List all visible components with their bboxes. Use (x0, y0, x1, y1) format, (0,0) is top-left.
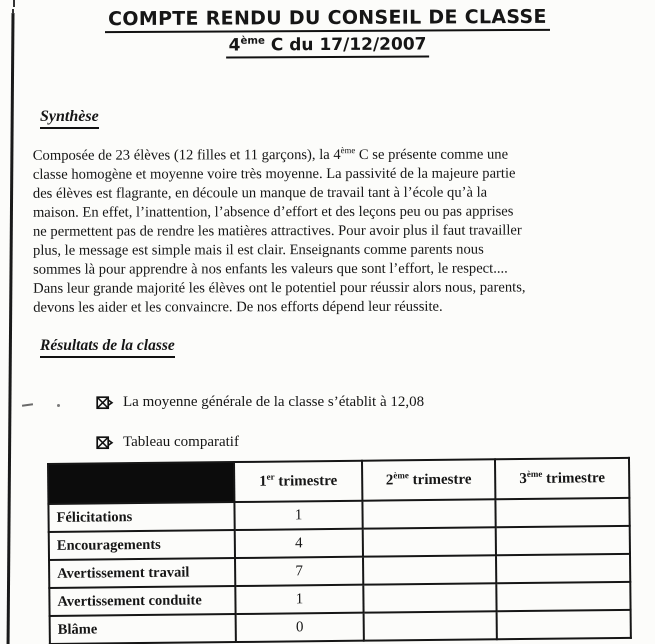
checked-box-icon (96, 436, 114, 450)
column-header-t3: 3ème trimestre (495, 458, 629, 499)
paragraph-line: maison. En effet, l’inattention, l’absence d’effort et des leçons peu ou pas apprises (32, 203, 514, 221)
paragraph-line: des élèves est flagrante, en découle un manque de travail tant à l’école qu’à la (32, 184, 488, 202)
row-label: Encouragements (49, 530, 235, 560)
resultats-heading: Résultats de la classe (40, 337, 175, 358)
paragraph-line: ne permettent pas de rendre les matières attractives. Pour avoir plus il faut travailler (32, 222, 522, 240)
cell-value (497, 610, 631, 639)
column-header-t1: 1er trimestre (234, 461, 362, 502)
cell-value (364, 611, 497, 640)
cell-value (362, 499, 495, 528)
subtitle-ordinal-suffix: ème (240, 35, 265, 47)
ordinal-suffix: ème (340, 145, 356, 156)
ordinal-suffix: ème (393, 469, 409, 480)
paragraph-line: plus, le message est simple mais il est clair. Enseignants comme parents nous (33, 241, 484, 259)
table-corner-cell (48, 462, 234, 504)
cell-value: 1 (235, 585, 363, 614)
bullet-item-tableau (96, 434, 239, 451)
cell-value (363, 527, 496, 556)
row-label: Avertissement conduite (49, 586, 235, 616)
paragraph-line: sommes là pour apprendre à nos enfants les valeurs que sont l’effort, le respect.... (33, 260, 508, 278)
document-header (0, 5, 655, 59)
paragraph-line: classe homogène et moyenne voire très moyenne. La passivité de la majeure partie (32, 165, 516, 183)
paragraph-line: devons les aider et les convaincre. De nos efforts dépend leur réussite. (33, 298, 443, 316)
row-label: Avertissement travail (49, 558, 235, 588)
bullet-text: Tableau comparatif (123, 434, 239, 450)
table-row (50, 610, 631, 644)
paragraph-line: Composée de 23 élèves (12 filles et 11 garçons), la 4ème C se présente comme une (32, 145, 509, 164)
cell-value (496, 554, 630, 583)
ordinal-suffix: er (266, 471, 275, 482)
row-label: Blâme (50, 614, 236, 644)
subtitle-date: C du 17/12/2007 (264, 34, 427, 56)
cell-value: 4 (235, 529, 363, 558)
cell-value (363, 583, 496, 612)
synthese-paragraph (33, 145, 638, 318)
paragraph-line: Dans leur grande majorité les élèves ont le potentiel pour réussir alors nous, parents, (33, 279, 526, 297)
bullet-text: La moyenne générale de la classe s’établit à 12,08 (123, 394, 425, 410)
cell-value: 0 (236, 613, 364, 642)
cell-value: 7 (235, 557, 363, 586)
cell-value (363, 555, 496, 584)
table-header-row (48, 458, 629, 504)
cell-value (496, 526, 630, 555)
comparison-table (47, 457, 632, 644)
cell-value: 1 (234, 501, 362, 530)
cell-value (496, 582, 630, 611)
document-title: COMPTE RENDU DU CONSEIL DE CLASSE (105, 6, 550, 33)
ordinal-suffix: ème (526, 468, 543, 479)
column-header-t2: 2ème trimestre (362, 459, 495, 500)
scan-mark-artifact (57, 404, 60, 407)
scan-edge-artifact (6, 13, 14, 644)
document-subtitle (226, 34, 430, 58)
scan-dash-artifact (13, 0, 15, 7)
subtitle-class-number: 4 (228, 35, 241, 56)
synthese-heading: Synthèse (40, 108, 99, 129)
bullet-item-moyenne (96, 394, 424, 411)
row-label: Félicitations (48, 502, 234, 532)
checked-box-icon (96, 396, 114, 410)
cell-value (495, 498, 629, 527)
scan-mark-artifact (22, 403, 33, 407)
